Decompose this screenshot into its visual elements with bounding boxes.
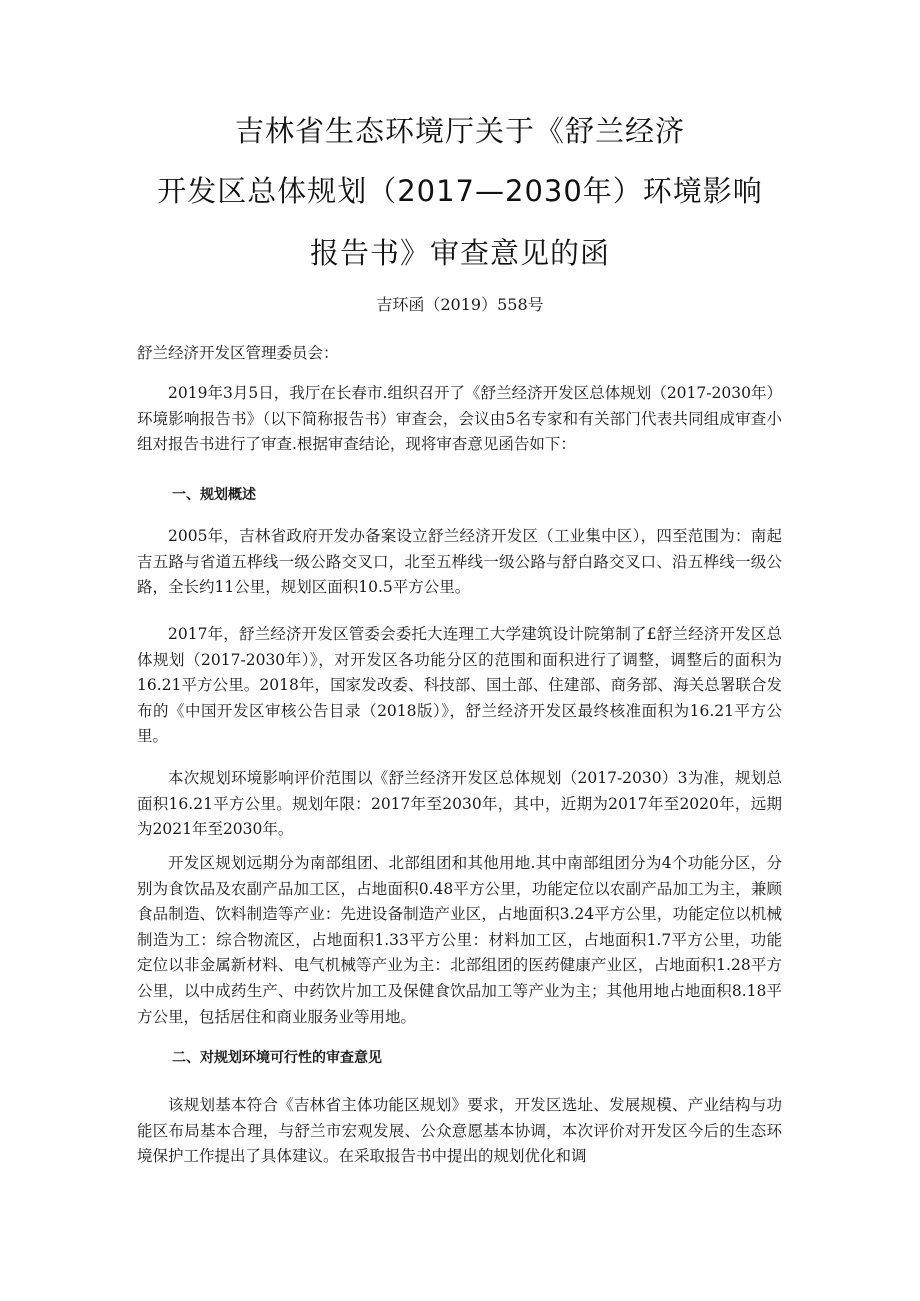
title-line-2: 开发区总体规划（2017—2030年）环境影响 bbox=[157, 174, 763, 208]
section-2-heading: 二、对规划环境可行性的审查意见 bbox=[172, 1050, 382, 1066]
section-1-paragraph-2: 2017年，舒兰经济开发区管委会委托大连理工大学建筑设计院第制了£舒兰经济开发区总体规划（2017-2030年）》，对开发区各功能分区的范围和面积进行了调整，调整后的面积为16.21平方公里。2018年，国家发改委、科技部、国土部、住建部、商务部、海关总署联合发布的《中国开发区审核公告目录（2018版）》，舒兰经济开发区最终核准面积为16.21平方公里。 bbox=[137, 625, 782, 746]
section-1-paragraph-3: 本次规划环境影响评价范围以《舒兰经济开发区总体规划（2017-2030）3为准，规划总面积16.21平方公里。规划年限：2017年至2030年，其中，近期为2017年至2020年，远期为2021年至2030年。 bbox=[137, 769, 782, 839]
section-2-paragraph-1: 该规划基本符合《吉林省主体功能区规划》要求，开发区选址、发展规模、产业结构与功能区布局基本合理，与舒兰市宏观发展、公众意愿基本协调，本次评价对开发区今后的生态环境保护工作提出了具体建议。在采取报告书中提出的规划优化和调 bbox=[137, 1096, 782, 1166]
section-1-paragraph-1: 2005年，吉林省政府开发办备案设立舒兰经济开发区（工业集中区），四至范围为：南起吉五路与省道五桦线一级公路交叉口，北至五桦线一级公路与舒白路交叉口、沿五桦线一级公路，全长约11公里，规划区面积10.5平方公里。 bbox=[137, 527, 782, 597]
title-line-3: 报告书》审查意见的函 bbox=[309, 236, 610, 270]
intro-paragraph: 2019年3月5日，我厅在长春市.组织召开了《舒兰经济开发区总体规划（2017-2030年）环境影响报告书》（以下简称报告书）审查会，会议由5名专家和有关部门代表共同组成审查小组对报告书进行了审查.根据审查结论，现将审杳意见函告如下： bbox=[137, 384, 782, 454]
section-1-heading: 一、规划概述 bbox=[172, 487, 256, 503]
title-line-1: 吉林省生态环境厅关于《舒兰经济 bbox=[234, 114, 685, 148]
section-1-paragraph-4: 开发区规划远期分为南部组团、北部组团和其他用地.其中南部组团分为4个功能分区，分别为食饮品及农副产品加工区，占地面积0.48平方公里，功能定位以农副产品加工为主，兼顾食品制造、饮料制造等产业：先进设备制造产业区，占地面积3.24平方公里，功能定位以机械制造为工：综合物流区，占地面积1.33平方公里：材料加工区，占地面积1.7平方公里，功能定位以非金属新材料、电气机械等产业为主：北部组团的医药健康产业区，占地面积1.28平方公里，以中成药生产、中药饮片加工及保健食饮品加工等产业为主；其他用地占地面积8.18平方公里，包括居住和商业服务业等用地。 bbox=[137, 854, 782, 1026]
document-number: 吉环函（2019）558号 bbox=[376, 295, 544, 314]
salutation: 舒兰经济开发区管理委员会： bbox=[137, 344, 339, 362]
